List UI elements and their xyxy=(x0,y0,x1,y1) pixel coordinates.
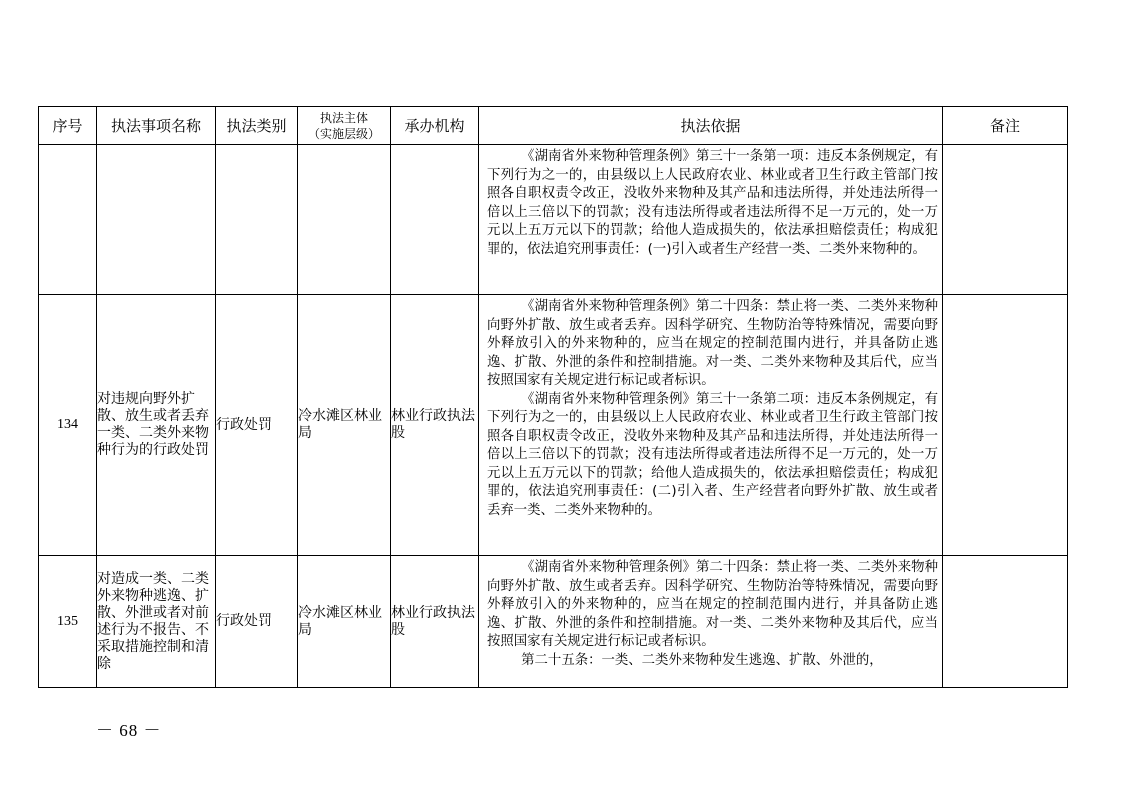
basis-paragraph: 《湖南省外来物种管理条例》第三十一条第一项：违反本条例规定，有下列行为之一的，由县级以上人民政府农业、林业或者卫生行政主管部门按照各自职权责令改正，没收外来物种及其产品和违法所得，并处违法所得一倍以上三倍以下的罚款；没有违法所得或者违法所得不足一万元的，处一万元以上五万元以下的罚款；给他人造成损失的，依法承担赔偿责任；构成犯罪的，依法追究刑事责任：(一)引入或者生产经营一类、二类外来物种的。 xyxy=(487,149,938,257)
header-organ: 承办机构 xyxy=(391,107,479,145)
header-category: 执法类别 xyxy=(216,107,298,145)
row-basis-clip xyxy=(487,559,938,670)
header-subject xyxy=(298,107,391,145)
header-basis: 执法依据 xyxy=(479,107,943,145)
row-basis xyxy=(479,295,943,556)
row-organ xyxy=(391,145,479,295)
row-basis xyxy=(479,145,943,295)
row-category: 行政处罚 xyxy=(216,556,298,688)
page-number: － 68 － xyxy=(96,721,162,740)
row-subject: 冷水滩区林业局 xyxy=(298,556,391,688)
row-no: 134 xyxy=(39,295,97,556)
row-no xyxy=(39,145,97,295)
row-organ: 林业行政执法股 xyxy=(391,295,479,556)
row-item xyxy=(97,145,216,295)
row-note xyxy=(943,556,1068,688)
header-no: 序号 xyxy=(39,107,97,145)
row-organ: 林业行政执法股 xyxy=(391,556,479,688)
row-item xyxy=(97,556,216,688)
basis-paragraph: 第二十五条：一类、二类外来物种发生逃逸、扩散、外泄的， xyxy=(521,652,883,668)
header-subject-line2: （实施层级） xyxy=(307,126,380,141)
law-enforcement-table xyxy=(38,106,1068,688)
row-item: 对违规向野外扩散、放生或者丢弃一类、二类外来物种行为的行政处罚 xyxy=(97,295,216,556)
header-note: 备注 xyxy=(943,107,1068,145)
row-category: 行政处罚 xyxy=(216,295,298,556)
basis-paragraph: 《湖南省外来物种管理条例》第二十四条：禁止将一类、二类外来物种向野外扩散、放生或者丢弃。因科学研究、生物防治等特殊情况，需要向野外释放引入的外来物种的，应当在规定的控制范围内进行，并具备防止逃逸、扩散、外泄的条件和控制措施。对一类、二类外来物种及其后代，应当按照国家有关规定进行标记或者标识。 xyxy=(487,560,938,649)
header-subject-line1: 执法主体 xyxy=(319,110,368,125)
basis-paragraph: 《湖南省外来物种管理条例》第三十一条第二项：违反本条例规定，有下列行为之一的，由县级以上人民政府农业、林业或者卫生行政主管部门按照各自职权责令改正，没收外来物种及其产品和违法所得，并处违法所得一倍以上三倍以下的罚款；没有违法所得或者违法所得不足一万元的，处一万元以上五万元以下的罚款；给他人造成损失的，依法承担赔偿责任；构成犯罪的，依法追究刑事责任：(二)引入者、生产经营者向野外扩散、放生或者丢弃一类、二类外来物种的。 xyxy=(487,391,938,518)
table-row xyxy=(39,556,1068,688)
row-subject xyxy=(298,145,391,295)
row-note xyxy=(943,145,1068,295)
row-category xyxy=(216,145,298,295)
row-basis xyxy=(479,556,943,688)
table-row xyxy=(39,145,1068,295)
basis-paragraph: 《湖南省外来物种管理条例》第二十四条：禁止将一类、二类外来物种向野外扩散、放生或者丢弃。因科学研究、生物防治等特殊情况，需要向野外释放引入的外来物种的，应当在规定的控制范围内进行，并具备防止逃逸、扩散、外泄的条件和控制措施。对一类、二类外来物种及其后代，应当按照国家有关规定进行标记或者标识。 xyxy=(487,299,938,388)
row-no: 135 xyxy=(39,556,97,688)
row-item-text: 对造成一类、二类外来物种逃逸、扩散、外泄或者对前述行为不报告、不采取措施控制和清除 xyxy=(97,570,209,672)
header-item: 执法事项名称 xyxy=(97,107,216,145)
table-row xyxy=(39,295,1068,556)
row-note xyxy=(943,295,1068,556)
header-row xyxy=(39,107,1068,145)
row-subject: 冷水滩区林业局 xyxy=(298,295,391,556)
